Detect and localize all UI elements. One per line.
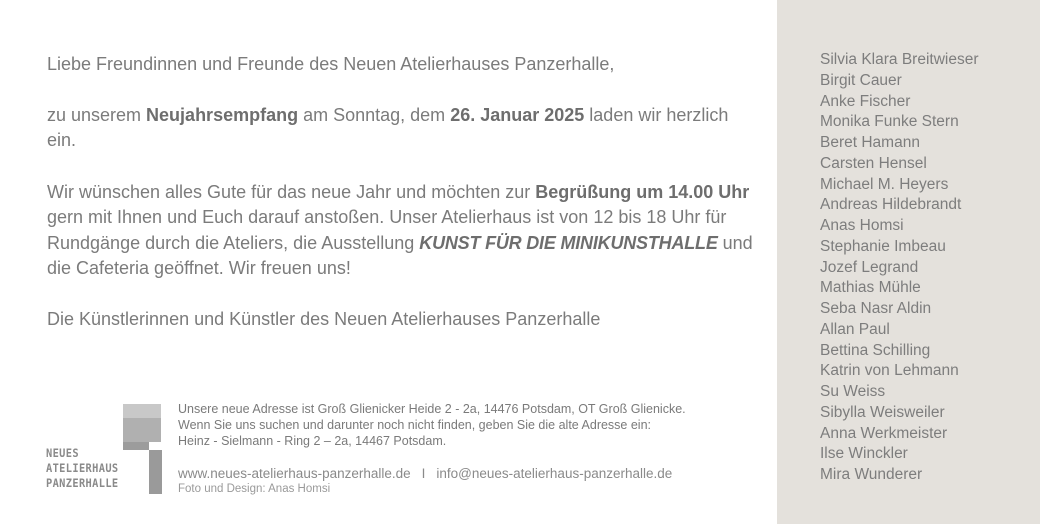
invitation-letter xyxy=(47,52,762,332)
invitation-text-start: zu unserem xyxy=(47,104,147,125)
salutation: Liebe Freundinnen und Freunde des Neuen Atelierhauses Panzerhalle, xyxy=(47,54,615,74)
artist-name: Anna Werkmeister xyxy=(820,424,948,442)
artist-name: Stephanie Imbeau xyxy=(820,237,946,255)
email-link[interactable]: info@neues-atelierhaus-panzerhalle.de xyxy=(436,466,673,481)
artist-name: Silvia Klara Breitwieser xyxy=(820,51,979,68)
invitation-text-middle: am Sonntag, dem xyxy=(298,104,451,125)
artist-name: Ilse Winckler xyxy=(820,445,908,463)
artist-name: Bettina Schilling xyxy=(820,341,931,359)
contact-links xyxy=(178,466,672,481)
new-address: Unsere neue Adresse ist Groß Glienicker Heide 2 - 2a, 14476 Potsdam, OT Groß Glienicke. xyxy=(178,402,686,416)
logo-mark-middle xyxy=(123,418,161,442)
signoff: Die Künstlerinnen und Künstler des Neuen Atelierhauses Panzerhalle xyxy=(47,308,601,329)
details-text-middle: gern mit Ihnen und Euch darauf anstoßen. Unser Atelierhaus ist von 12 bis 18 Uhr für Rundgänge durch die Ateliers, die Ausstellung xyxy=(47,207,727,253)
details-text-start: Wir wünschen alles Gute für das neue Jahr und möchten zur xyxy=(47,181,536,202)
logo-word-neues: NEUES xyxy=(46,446,79,460)
artist-name: Andreas Hildebrandt xyxy=(820,196,962,214)
artist-name: Katrin von Lehmann xyxy=(820,362,959,380)
artist-name: Jozef Legrand xyxy=(820,258,919,276)
logo-word-atelierhaus: ATELIERHAUS xyxy=(46,461,119,475)
artist-name: Carsten Hensel xyxy=(820,154,927,172)
address-block xyxy=(178,401,758,449)
artist-name: Beret Hamann xyxy=(820,134,920,151)
artist-name: Anke Fischer xyxy=(820,92,911,110)
artist-name: Anas Homsi xyxy=(820,217,904,234)
website-link[interactable]: www.neues-atelierhaus-panzerhalle.de xyxy=(178,466,411,481)
event-name: Neujahrsempfang xyxy=(146,104,299,125)
artist-name: Monika Funke Stern xyxy=(820,113,959,131)
artist-name: Mathias Mühle xyxy=(820,279,921,297)
exhibition-title: KUNST FÜR DIE MINIKUNSTHALLE xyxy=(419,232,718,253)
link-separator: I xyxy=(421,466,426,481)
address-note: Wenn Sie uns suchen und darunter noch nicht finden, geben Sie die alte Adresse ein: xyxy=(178,418,652,432)
artist-name: Allan Paul xyxy=(820,320,890,338)
invitation-paragraph xyxy=(47,103,762,154)
logo-mark-lower xyxy=(123,442,149,450)
logo-mark-stem xyxy=(149,450,162,494)
artist-name: Su Weiss xyxy=(820,383,886,400)
artist-name: Mira Wunderer xyxy=(820,466,923,483)
artists-sidebar xyxy=(777,0,1040,524)
artist-list xyxy=(820,50,979,486)
artist-name: Birgit Cauer xyxy=(820,71,902,89)
logo-mark-top xyxy=(123,404,161,418)
design-credit: Foto und Design: Anas Homsi xyxy=(178,483,331,495)
artist-name: Sibylla Weisweiler xyxy=(820,403,945,421)
logo-word-panzerhalle: PANZERHALLE xyxy=(46,476,119,490)
old-address: Heinz - Sielmann - Ring 2 – 2a, 14467 Potsdam. xyxy=(178,434,447,448)
artist-name: Seba Nasr Aldin xyxy=(820,300,932,317)
welcome-time: Begrüßung um 14.00 Uhr xyxy=(535,181,750,202)
invitation-text-end: laden wir herzlich ein. xyxy=(47,104,729,150)
details-paragraph xyxy=(47,180,762,282)
atelierhaus-logo xyxy=(46,404,166,496)
details-text-end: und die Cafeteria geöffnet. Wir freuen uns! xyxy=(47,232,753,278)
artist-name: Michael M. Heyers xyxy=(820,175,949,193)
event-date: 26. Januar 2025 xyxy=(450,104,585,125)
